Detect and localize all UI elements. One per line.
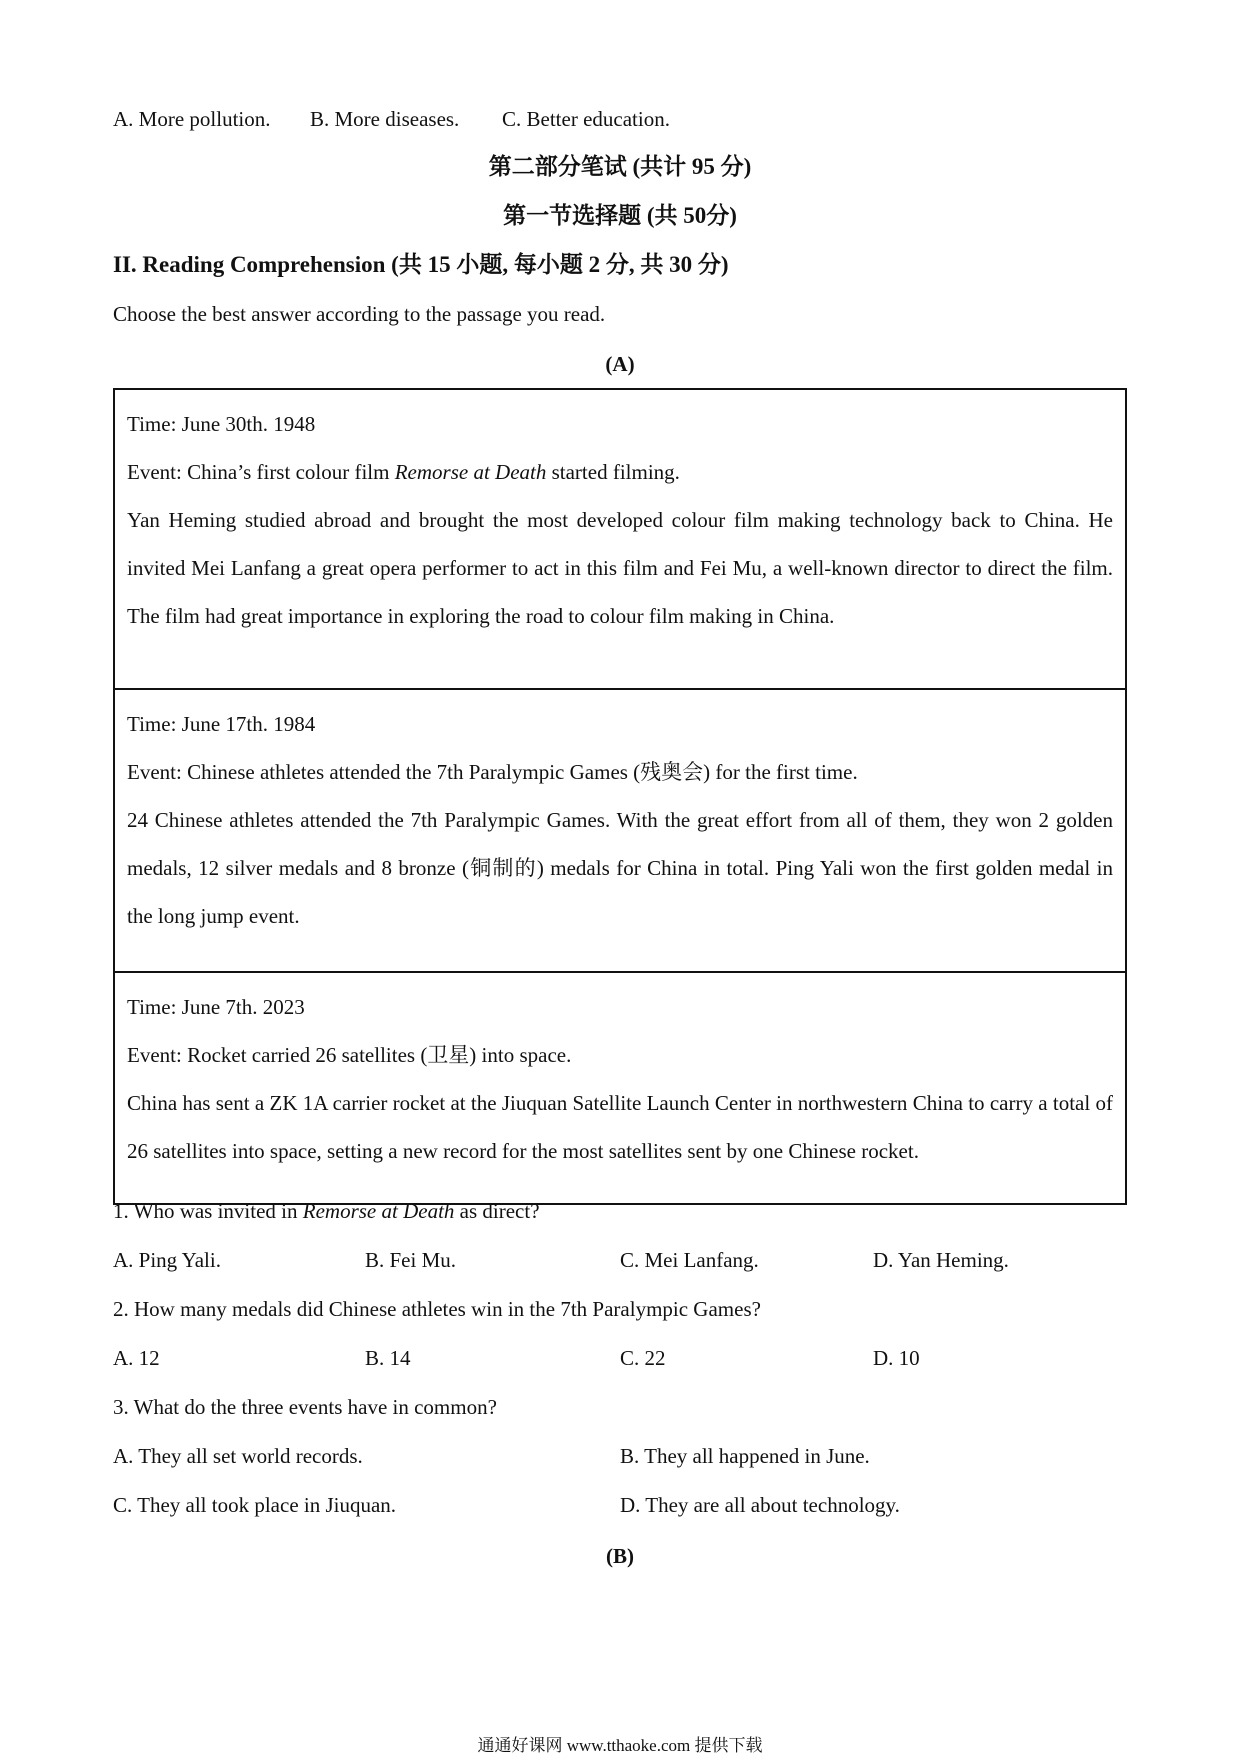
instruction: Choose the best answer according to the passage you read. (113, 302, 606, 326)
film-title: Remorse at Death (302, 1199, 455, 1223)
passage-b-label: (B) (606, 1544, 634, 1568)
event-entry (115, 971, 1125, 1203)
event-title: Event: Chinese athletes attended the 7th Paralympic Games (残奥会) for the first time. (127, 760, 858, 784)
part-title: 第二部分笔试 (共计 95 分) (488, 154, 752, 179)
event-title: Event: China’s first colour film Remorse at Death started filming. (127, 460, 680, 484)
question-1: 1. Who was invited in Remorse at Death as direct? (113, 1199, 540, 1223)
event-description: 24 Chinese athletes attended the 7th Paralympic Games. With the great effort from all of them, they won 2 golden medals, 12 silver medals and 8 bronze (铜制的) medals for China in total. Ping Yali won the first golden medal in the long jump event. (127, 808, 1113, 928)
q3-option-d[interactable]: D. They are all about technology. (620, 1493, 900, 1517)
event-time: Time: June 17th. 1984 (127, 712, 316, 736)
reading-heading: II. Reading Comprehension (共 15 小题, 每小题 2 分, 共 30 分) (113, 252, 729, 277)
section-title: 第一节选择题 (共 50分) (503, 203, 737, 228)
q2-option-a[interactable]: A. 12 (113, 1346, 160, 1370)
q3-option-b[interactable]: B. They all happened in June. (620, 1444, 870, 1468)
event-entry (115, 390, 1125, 688)
film-title: Remorse at Death (394, 460, 547, 484)
footer-watermark: 通通好课网 www.tthaoke.com 提供下载 (477, 1736, 763, 1755)
event-title: Event: Rocket carried 26 satellites (卫星) into space. (127, 1043, 572, 1067)
q1-option-a[interactable]: A. Ping Yali. (113, 1248, 221, 1272)
prev-option-a: A. More pollution. (113, 107, 271, 131)
event-time: Time: June 7th. 2023 (127, 995, 305, 1019)
event-description: China has sent a ZK 1A carrier rocket at the Jiuquan Satellite Launch Center in northwestern China to carry a total of 26 satellites into space, setting a new record for the most satellites sent by one Chinese rocket. (127, 1091, 1113, 1163)
passage-a-label: (A) (605, 352, 635, 376)
prev-option-c: C. Better education. (502, 107, 670, 131)
question-2: 2. How many medals did Chinese athletes win in the 7th Paralympic Games? (113, 1297, 761, 1321)
q1-option-b[interactable]: B. Fei Mu. (365, 1248, 457, 1272)
q2-option-b[interactable]: B. 14 (365, 1346, 411, 1370)
q3-option-c[interactable]: C. They all took place in Jiuquan. (113, 1493, 397, 1517)
q3-option-a[interactable]: A. They all set world records. (113, 1444, 363, 1468)
event-time: Time: June 30th. 1948 (127, 412, 316, 436)
question-3: 3. What do the three events have in common? (113, 1395, 497, 1419)
q2-option-d[interactable]: D. 10 (873, 1346, 920, 1370)
q1-option-c[interactable]: C. Mei Lanfang. (620, 1248, 759, 1272)
prev-option-b: B. More diseases. (310, 107, 460, 131)
event-description: Yan Heming studied abroad and brought the most developed colour film making technology back to China. He invited Mei Lanfang a great opera performer to act in this film and Fei Mu, a well-known director to direct the film. The film had great importance in exploring the road to colour film making in China. (127, 508, 1113, 628)
event-entry (115, 688, 1125, 971)
q1-option-d[interactable]: D. Yan Heming. (873, 1248, 1009, 1272)
events-table (113, 388, 1127, 1205)
q2-option-c[interactable]: C. 22 (620, 1346, 666, 1370)
